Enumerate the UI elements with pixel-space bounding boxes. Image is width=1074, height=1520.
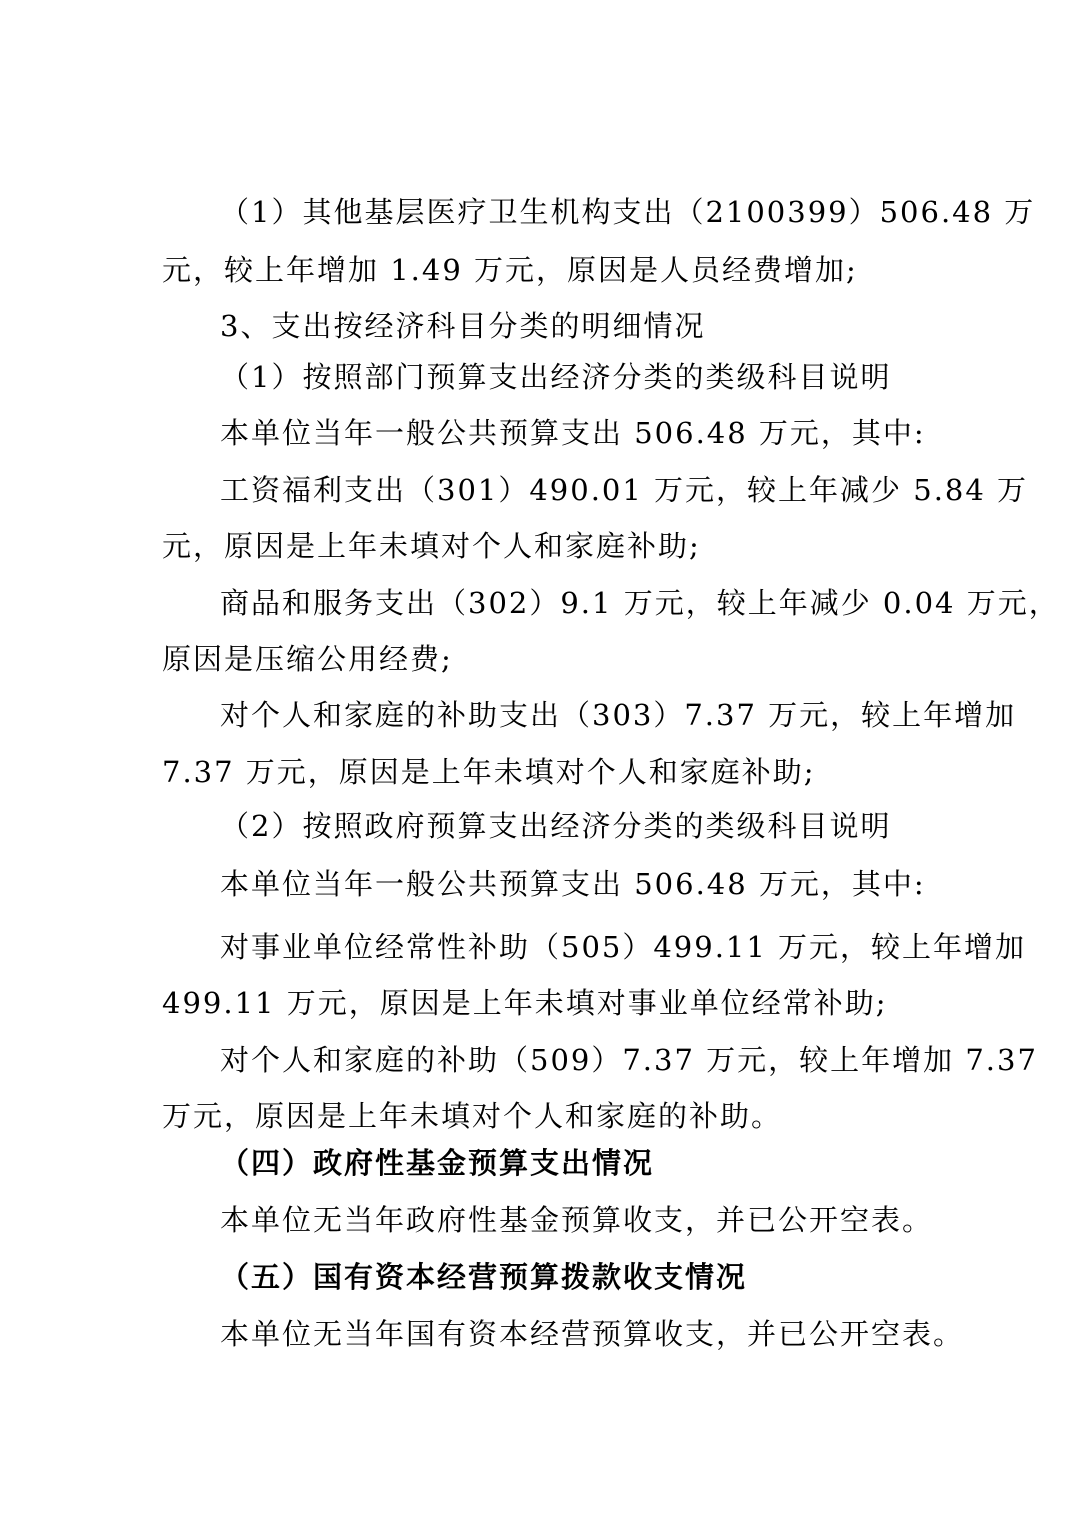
paragraph-line: 对事业单位经常性补助（505）499.11 万元，较上年增加	[220, 930, 1027, 964]
paragraph-line: 对个人和家庭的补助支出（303）7.37 万元，较上年增加	[220, 698, 1017, 732]
paragraph-line: 7.37 万元，原因是上年未填对个人和家庭补助;	[162, 755, 816, 789]
paragraph-line: 本单位无当年国有资本经营预算收支，并已公开空表。	[220, 1317, 965, 1351]
subsection-title: （1）按照部门预算支出经济分类的类级科目说明	[220, 360, 892, 394]
paragraph-line: 元，较上年增加 1.49 万元，原因是人员经费增加;	[162, 253, 858, 287]
paragraph-line: 对个人和家庭的补助（509）7.37 万元，较上年增加 7.37	[220, 1043, 1038, 1077]
paragraph-line: 商品和服务支出（302）9.1 万元，较上年减少 0.04 万元，	[220, 586, 1060, 620]
paragraph-line: 元，原因是上年未填对个人和家庭补助;	[162, 529, 701, 563]
paragraph-line: 499.11 万元，原因是上年未填对事业单位经常补助;	[162, 986, 888, 1020]
section-heading: （五）国有资本经营预算拨款收支情况	[220, 1260, 748, 1294]
subsection-title: （2）按照政府预算支出经济分类的类级科目说明	[220, 809, 892, 843]
paragraph-line: 工资福利支出（301）490.01 万元，较上年减少 5.84 万	[220, 473, 1029, 507]
paragraph-line: 本单位当年一般公共预算支出 506.48 万元，其中:	[220, 416, 926, 450]
paragraph-line: 原因是压缩公用经费;	[162, 642, 453, 676]
subsection-title: 3、支出按经济科目分类的明细情况	[220, 309, 706, 343]
section-heading: （四）政府性基金预算支出情况	[220, 1146, 655, 1180]
paragraph-line: 本单位当年一般公共预算支出 506.48 万元，其中:	[220, 867, 926, 901]
paragraph-line: 万元，原因是上年未填对个人和家庭的补助。	[162, 1099, 783, 1133]
paragraph-line: 本单位无当年政府性基金预算收支，并已公开空表。	[220, 1203, 934, 1237]
paragraph-line: （1）其他基层医疗卫生机构支出（2100399）506.48 万	[220, 195, 1036, 229]
